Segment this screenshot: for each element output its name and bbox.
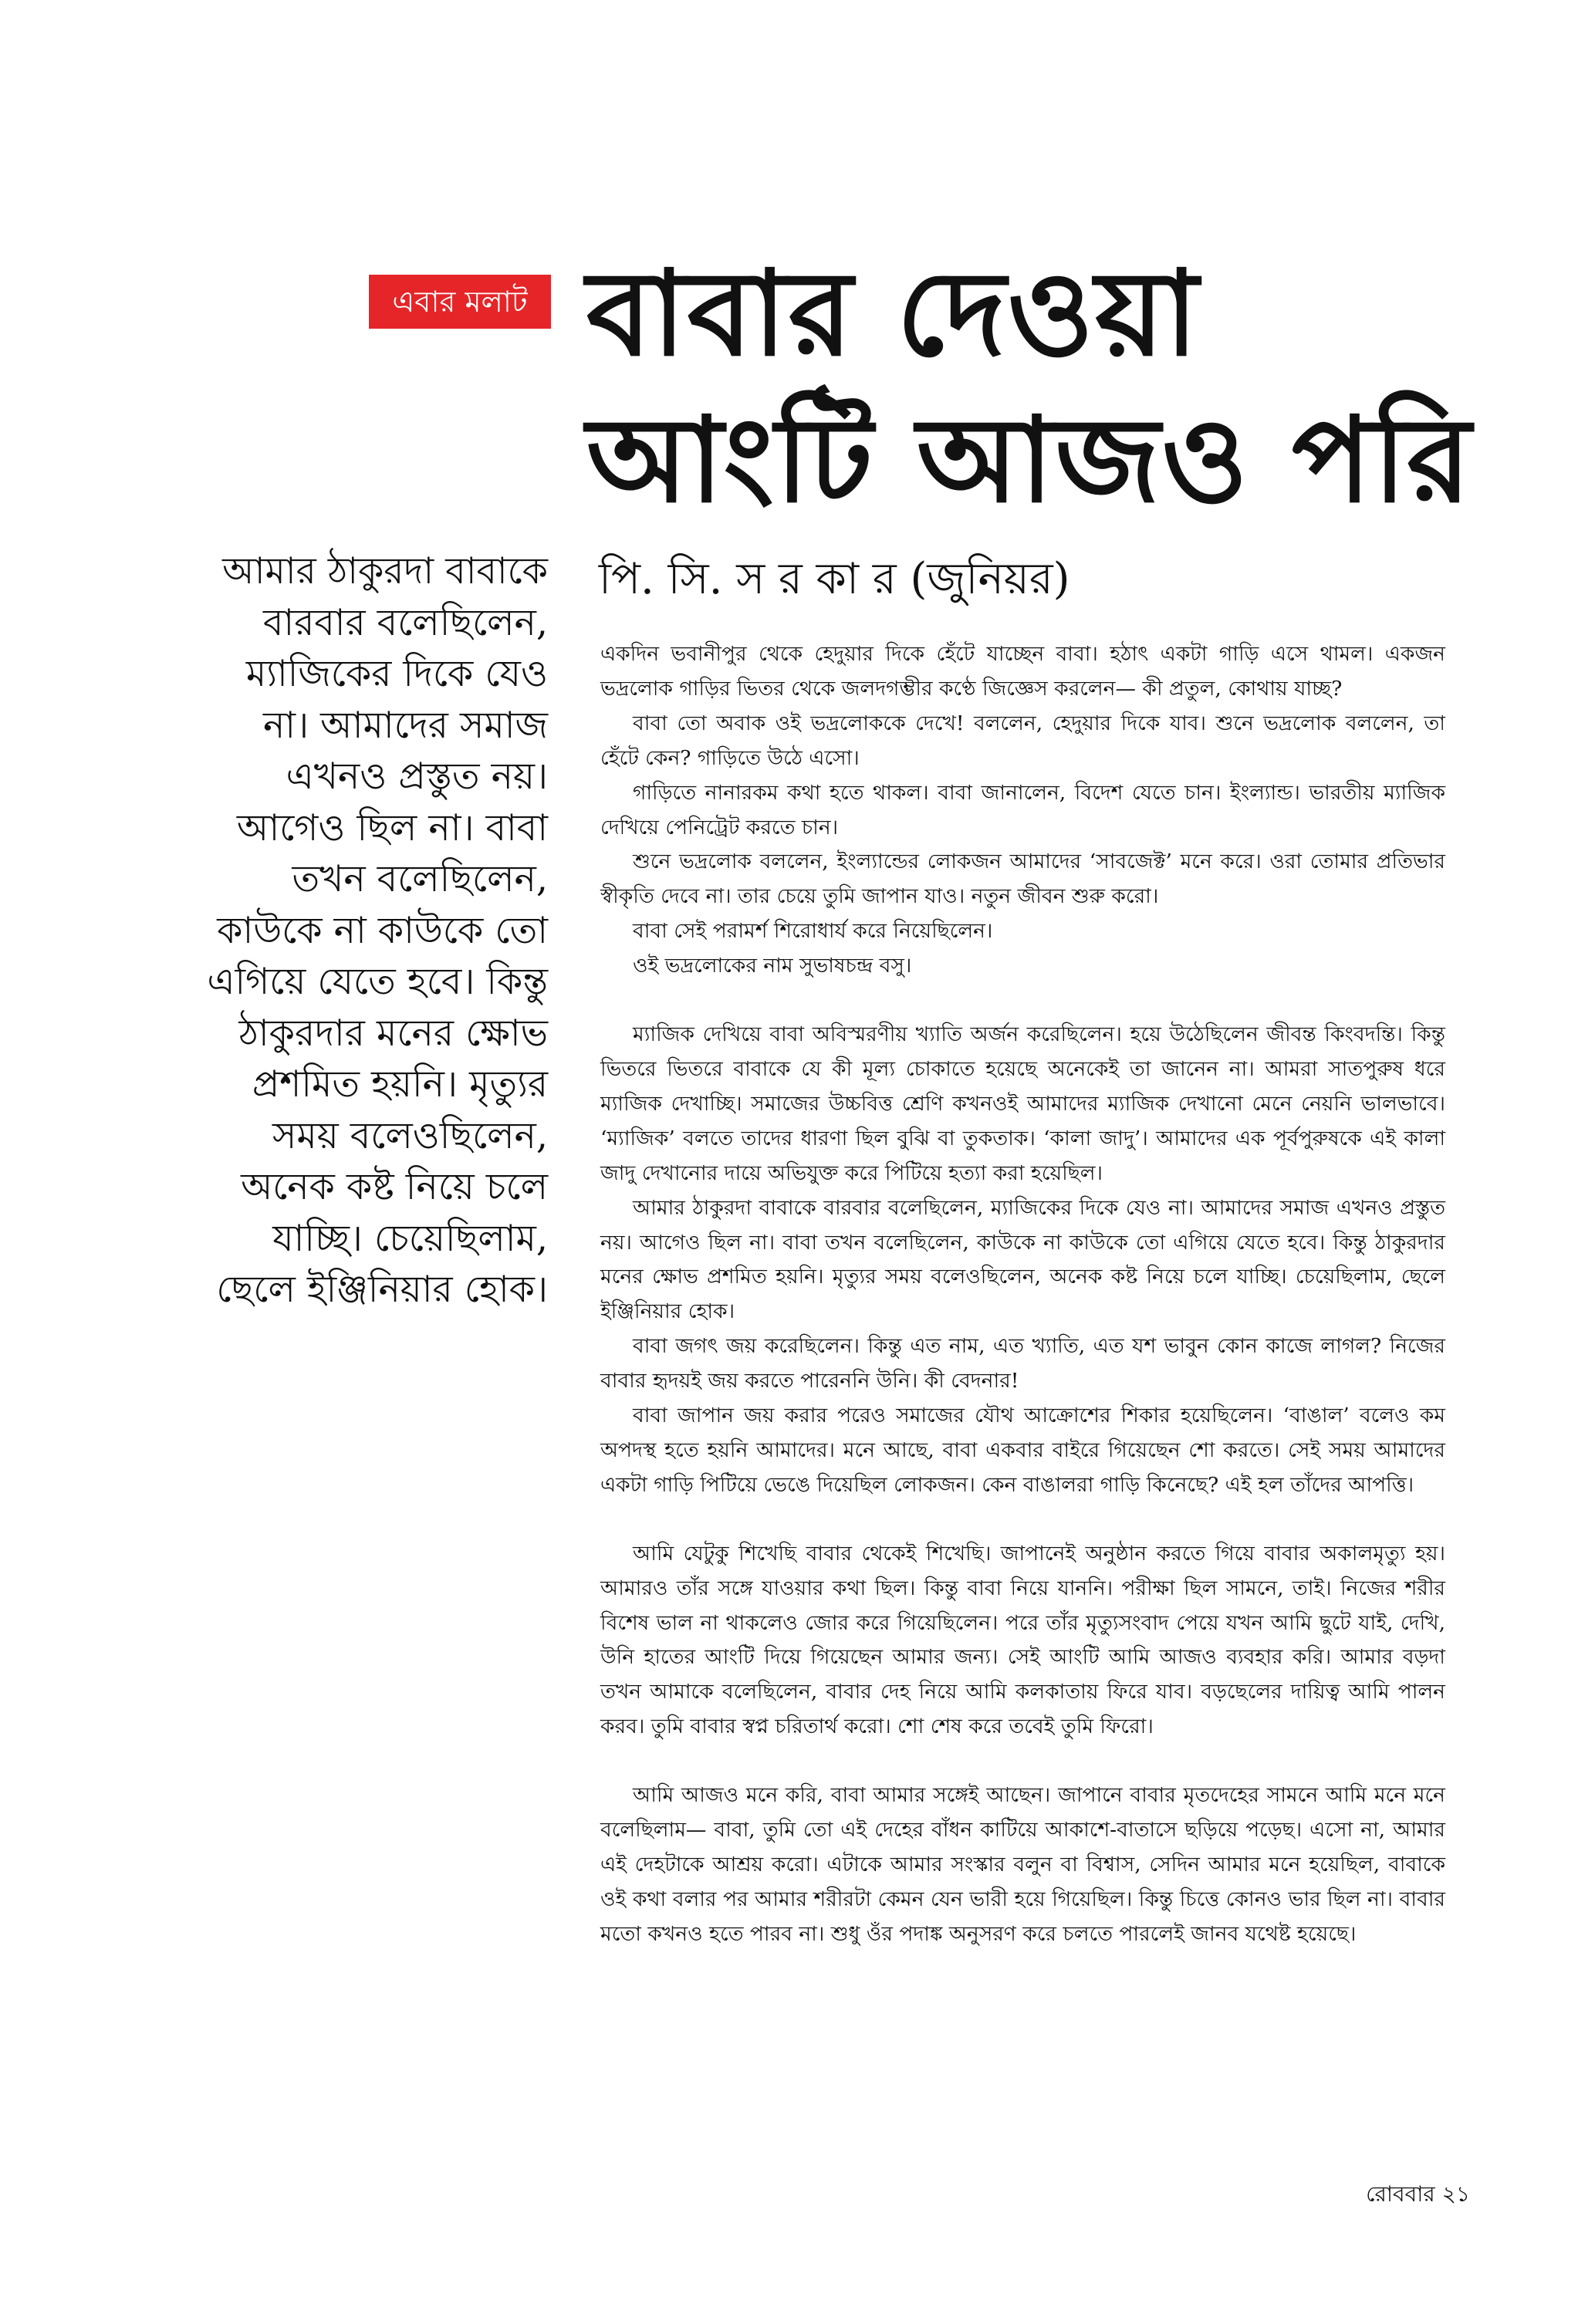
pullquote-line: তখন বলেছিলেন, (292, 858, 548, 900)
pullquote-line: না। আমাদের সমাজ (262, 704, 548, 747)
headline-line-2: আংটি আজও পরি (586, 392, 1473, 529)
pullquote-line: আমার ঠাকুরদা বাবাকে (222, 550, 548, 593)
article-paragraph: ম্যাজিক দেখিয়ে বাবা অবিস্মরণীয় খ্যাতি অর্জন করেছিলেন। হয়ে উঠেছিলেন জীবন্ত কিংবদন্তি। কিন্তু ভিতরে ভিতরে বাবাকে যে কী মূল্য চোকাতে হয়েছে অনেকেই তা জানেন না। আমরা সাতপুরুষ ধরে ম্যাজিক দেখাচ্ছি। সমাজের উচ্চবিত্ত শ্রেণি কখনওই আমাদের ম্যাজিক দেখানো মেনে নেয়নি ভালভাবে। ‘ম্যাজিক’ বলতে তাদের ধারণা ছিল বুঝি বা তুকতাক। ‘কালা জাদু’। আমাদের এক পূর্বপুরুষকে এই কালা জাদু দেখানোর দায়ে অভিযুক্ত করে পিটিয়ে হত্যা করা হয়েছিল। (600, 1022, 1445, 1185)
article-paragraph: ওই ভদ্রলোকের নাম সুভাষচন্দ্র বসু। (633, 954, 912, 978)
article-paragraph: একদিন ভবানীপুর থেকে হেদুয়ার দিকে হেঁটে যাচ্ছেন বাবা। হঠাৎ একটা গাড়ি এসে থামল। একজন ভদ্রলোক গাড়ির ভিতর থেকে জলদগম্ভীর কণ্ঠে জিজ্ঞেস করলেন— কী প্রতুল, কোথায় যাচ্ছ? (600, 642, 1445, 701)
pullquote-line: অনেক কষ্ট নিয়ে চলে (241, 1166, 548, 1208)
pullquote-line: কাউকে না কাউকে তো (217, 909, 548, 952)
article-paragraph: আমি যেটুকু শিখেছি বাবার থেকেই শিখেছি। জাপানেই অনুষ্ঠান করতে গিয়ে বাবার অকালমৃত্যু হয়। আমারও তাঁর সঙ্গে যাওয়ার কথা ছিল। কিন্তু বাবা নিয়ে যাননি। পরীক্ষা ছিল সামনে, তাই। নিজের শরীর বিশেষ ভাল না থাকলেও জোর করে গিয়েছিলেন। পরে তাঁর মৃত্যুসংবাদ পেয়ে যখন আমি ছুটে যাই, দেখি, উনি হাতের আংটি দিয়ে গিয়েছেন আমার জন্য। সেই আংটি আমি আজও ব্যবহার করি। আমার বড়দা তখন আমাকে বলেছিলেন, বাবার দেহ নিয়ে আমি কলকাতায় ফিরে যাব। বড়ছেলের দায়িত্ব আমি পালন করব। তুমি বাবার স্বপ্ন চরিতার্থ করো। শো শেষ করে তবেই তুমি ফিরো। (600, 1541, 1445, 1739)
pullquote-line: সময় বলেওছিলেন, (272, 1114, 548, 1157)
pullquote-line: এখনও প্রস্তুত নয়। (286, 755, 548, 798)
headline (586, 241, 1512, 534)
pullquote-line: প্রশমিত হয়নি। মৃত্যুর (252, 1063, 548, 1106)
article-body (600, 637, 1445, 1952)
pullquote-line: ছেলে ইঞ্জিনিয়ার হোক। (216, 1268, 548, 1311)
byline: পি. সি. স র কা র (জুনিয়র) (599, 554, 1070, 604)
pullquote (147, 546, 548, 1316)
pullquote-line: যাচ্ছি। চেয়েছিলাম, (272, 1217, 548, 1260)
article-paragraph: আমার ঠাকুরদা বাবাকে বারবার বলেছিলেন, ম্যাজিকের দিকে যেও না। আমাদের সমাজ এখনও প্রস্তুত নয়। আগেও ছিল না। বাবা তখন বলেছিলেন, কাউকে না কাউকে তো এগিয়ে যেতে হবে। কিন্তু ঠাকুরদার মনের ক্ষোভ প্রশমিত হয়নি। মৃত্যুর সময় বলেওছিলেন, অনেক কষ্ট নিয়ে চলে যাচ্ছি। চেয়েছিলাম, ছেলে ইঞ্জিনিয়ার হোক। (600, 1195, 1445, 1324)
article-paragraph: বাবা জাপান জয় করার পরেও সমাজের যৌথ আক্রোশের শিকার হয়েছিলেন। ‘বাঙাল’ বলেও কম অপদস্থ হতে হয়নি আমাদের। মনে আছে, বাবা একবার বাইরে গিয়েছেন শো করতে। সেই সময় আমাদের একটা গাড়ি পিটিয়ে ভেঙে দিয়েছিল লোকজন। কেন বাঙালরা গাড়ি কিনেছে? এই হল তাঁদের আপত্তি। (600, 1404, 1445, 1497)
pullquote-line: ম্যাজিকের দিকে যেও (245, 653, 548, 695)
headline-line-1: বাবার দেওয়া (586, 245, 1200, 382)
page-footer: রোববার ২১ (1366, 2181, 1470, 2207)
article-paragraph: শুনে ভদ্রলোক বললেন, ইংল্যান্ডের লোকজন আমাদের ‘সাবজেক্ট’ মনে করে। ওরা তোমার প্রতিভার স্বীকৃতি দেবে না। তার চেয়ে তুমি জাপান যাও। নতুন জীবন শুরু করো। (600, 850, 1445, 909)
article-paragraph: গাড়িতে নানারকম কথা হতে থাকল। বাবা জানালেন, বিদেশ যেতে চান। ইংল্যান্ড। ভারতীয় ম্যাজিক দেখিয়ে পেনিট্রেট করতে চান। (600, 780, 1445, 839)
pullquote-line: আগেও ছিল না। বাবা (236, 806, 548, 850)
pullquote-line: এগিয়ে যেতে হবে। কিন্তু (207, 961, 548, 1003)
article-paragraph: বাবা জগৎ জয় করেছিলেন। কিন্তু এত নাম, এত খ্যাতি, এত যশ ভাবুন কোন কাজে লাগল? নিজের বাবার হৃদয়ই জয় করতে পারেননি উনি। কী বেদনার! (600, 1334, 1445, 1393)
article-paragraph: বাবা সেই পরামর্শ শিরোধার্য করে নিয়েছিলেন। (633, 919, 993, 944)
section-tag: এবার মলাট (369, 275, 551, 329)
article-paragraph: বাবা তো অবাক ওই ভদ্রলোককে দেখে! বললেন, হেদুয়ার দিকে যাব। শুনে ভদ্রলোক বললেন, তা হেঁটে কেন? গাড়িতে উঠে এসো। (600, 711, 1445, 770)
pullquote-line: ঠাকুরদার মনের ক্ষোভ (238, 1012, 548, 1055)
pullquote-line: বারবার বলেছিলেন, (263, 601, 548, 644)
article-paragraph: আমি আজও মনে করি, বাবা আমার সঙ্গেই আছেন। জাপানে বাবার মৃতদেহের সামনে আমি মনে মনে বলেছিলাম— বাবা, তুমি তো এই দেহের বাঁধন কাটিয়ে আকাশে-বাতাসে ছড়িয়ে পড়েছ। এসো না, আমার এই দেহটাকে আশ্রয় করো। এটাকে আমার সংস্কার বলুন বা বিশ্বাস, সেদিন আমার মনে হয়েছিল, বাবাকে ওই কথা বলার পর আমার শরীরটা কেমন যেন ভারী হয়ে গিয়েছিল। কিন্তু চিত্তে কোনও ভার ছিল না। বাবার মতো কখনও হতে পারব না। শুধু ওঁর পদাঙ্ক অনুসরণ করে চলতে পারলেই জানব যথেষ্ট হয়েছে। (600, 1783, 1445, 1946)
